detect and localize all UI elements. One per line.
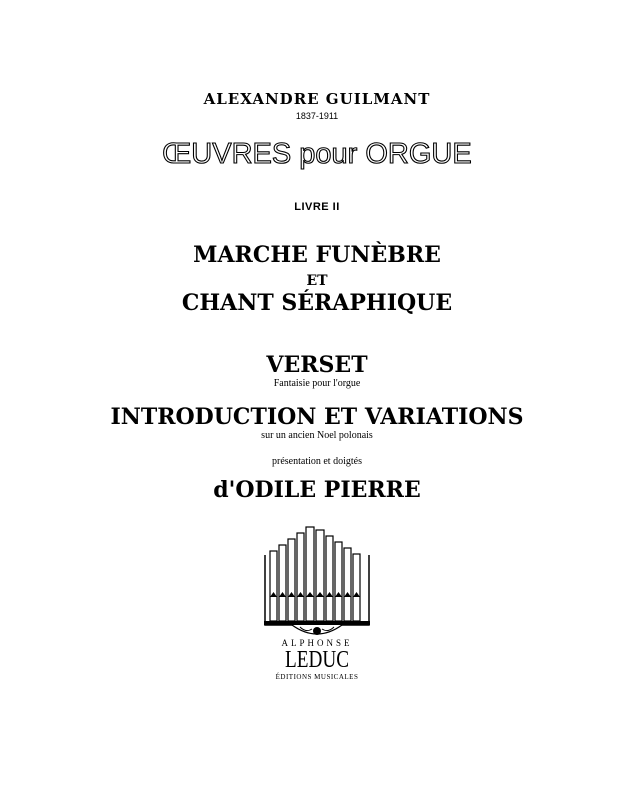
publisher-subtitle: ÉDITIONS MUSICALES: [275, 673, 359, 681]
work-title-verset: VERSET: [266, 352, 368, 378]
book-number: LIVRE II: [294, 201, 340, 213]
verset-subtitle: Fantaisie pour l'orgue: [273, 378, 361, 389]
work-title-introduction: INTRODUCTION ET VARIATIONS: [110, 404, 524, 430]
composer-name: ALEXANDRE GUILMANT: [203, 90, 431, 108]
publisher-first-name: ALPHONSE: [281, 638, 353, 648]
presentation-note: présentation et doigtés: [272, 456, 362, 467]
work-title-marche-funebre: MARCHE FUNÈBRE: [193, 242, 441, 268]
work-title-chant-seraphique: CHANT SÉRAPHIQUE: [181, 290, 453, 316]
collection-title: ŒUVRES pour ORGUE: [162, 138, 472, 170]
composer-dates: 1837-1911: [295, 111, 339, 121]
work-conjunction: ET: [306, 273, 328, 289]
publisher-name: LEDUC: [285, 647, 349, 673]
introduction-subtitle: sur un ancien Noel polonais: [261, 430, 373, 441]
editor-name: d'ODILE PIERRE: [213, 477, 421, 503]
